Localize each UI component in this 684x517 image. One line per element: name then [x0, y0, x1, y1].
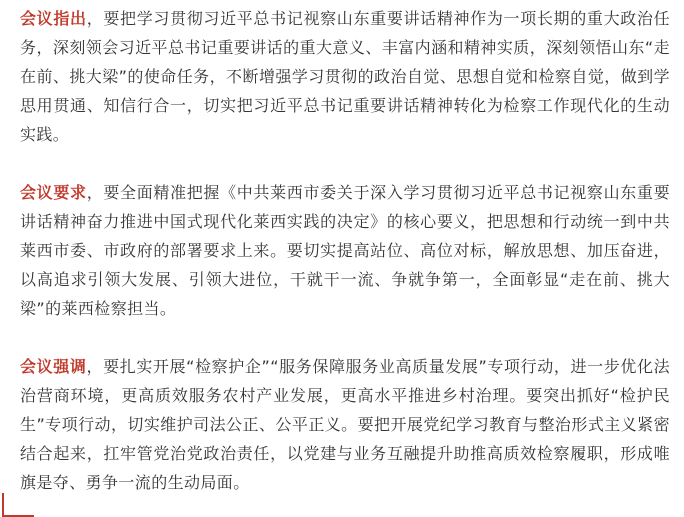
paragraph-meeting-emphasized	[20, 352, 670, 497]
article-body	[20, 0, 670, 497]
paragraph-meeting-pointed-out	[20, 0, 670, 149]
decorative-corner-bar	[2, 493, 4, 517]
paragraph-text: ，要扎实开展“检察护企”“服务保障服务业高质量发展”专项行动，进一步优化法治营商环境，更高质效服务农村产业发展，更高水平推进乡村治理。要突出抓好“检护民生”专项行动，切实维护司法公正、公平正义。要把开展党纪学习教育与整治形式主义紧密结合起来，扛牢管党治党政治责任，以党建与业务互融提升助推高质效检察履职，形成唯旗是夺、勇争一流的生动局面。	[20, 357, 670, 492]
paragraph-lead-label: 会议指出	[20, 9, 87, 28]
paragraph-text: ，要把学习贯彻习近平总书记视察山东重要讲话精神作为一项长期的重大政治任务，深刻领会习近平总书记重要讲话的重大意义、丰富内涵和精神实质，深刻领悟山东“走在前、挑大梁”的使命任务，不断增强学习贯彻的政治自觉、思想自觉和检察自觉，做到学思用贯通、知信行合一，切实把习近平总书记重要讲话精神转化为检察工作现代化的生动实践。	[20, 9, 670, 144]
paragraph-lead-label: 会议要求	[20, 183, 87, 202]
paragraph-text: ，要全面精准把握《中共莱西市委关于深入学习贯彻习近平总书记视察山东重要讲话精神奋力推进中国式现代化莱西实践的决定》的核心要义，把思想和行动统一到中共莱西市委、市政府的部署要求上来。要切实提高站位、高位对标，解放思想、加压奋进，以高追求引领大发展、引领大进位，干就干一流、争就争第一，全面彰显“走在前、挑大梁”的莱西检察担当。	[20, 183, 670, 318]
paragraph-meeting-required	[20, 178, 670, 323]
paragraph-lead-label: 会议强调	[20, 357, 87, 376]
